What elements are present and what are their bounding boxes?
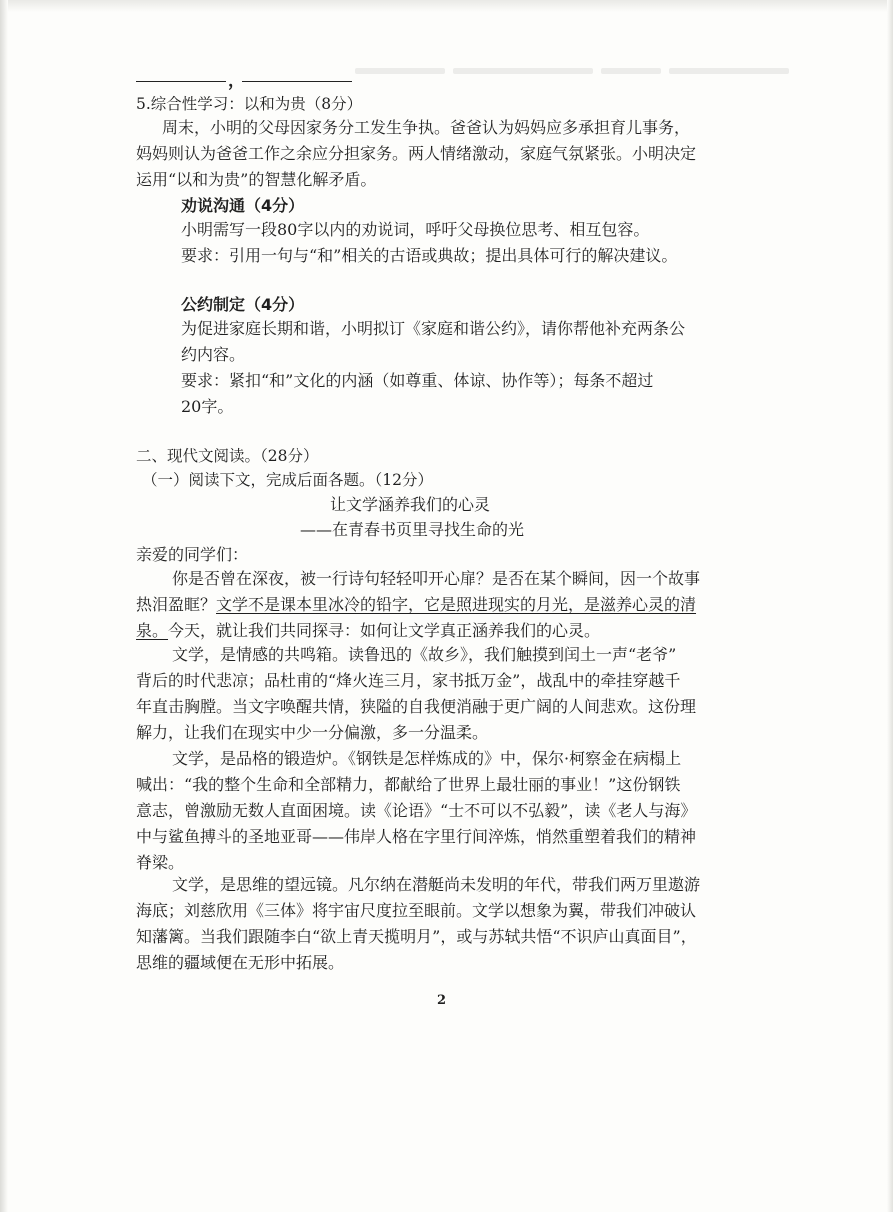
section2-heading: 二、现代文阅读。（28分） <box>136 447 319 465</box>
p2-line: 年直击胸膛。当文字唤醒共情，狭隘的自我便消融于更广阔的人间悲欢。这份理 <box>136 697 697 716</box>
reading1-heading: （一）阅读下文，完成后面各题。（12分） <box>142 471 433 489</box>
underlined-sentence: 泉。 <box>136 621 169 640</box>
p4-line: 知藩篱。当我们跟随李白“欲上青天揽明月”，或与苏轼共悟“不识庐山真面目”， <box>136 927 697 946</box>
answer-blank-2 <box>242 80 352 82</box>
p1-text: 今天，就让我们共同探寻：如何让文学真正涵养我们的心灵。 <box>168 621 601 640</box>
p1-line <box>136 618 696 644</box>
q5-part1-line: 要求：引用一句与“和”相关的古语或典故；提出具体可行的解决建议。 <box>181 246 678 265</box>
p3-line: 喊出：“我的整个生命和全部精力，都献给了世界上最壮丽的事业！”这份钢铁 <box>136 775 681 794</box>
q5-part2-line: 要求：紧扣“和”文化的内涵（如尊重、体谅、协作等）；每条不超过 <box>181 371 654 390</box>
p2-line: 文学，是情感的共鸣箱。读鲁迅的《故乡》，我们触摸到闰土一声“老爷” <box>172 645 677 664</box>
scan-shadow-right <box>887 0 893 1212</box>
q5-part2-line: 约内容。 <box>181 345 246 364</box>
p3-line: 意志，曾激励无数人直面困境。读《论语》“士不可以不弘毅”，读《老人与海》 <box>136 801 697 820</box>
q5-intro-line: 周末，小明的父母因家务分工发生争执。爸爸认为妈妈应多承担育儿事务， <box>162 118 691 137</box>
letter-greeting: 亲爱的同学们： <box>136 545 249 564</box>
q5-intro-line: 运用“以和为贵”的智慧化解矛盾。 <box>136 170 377 189</box>
q5-part2-title: 公约制定（4分） <box>181 295 305 314</box>
p4-line: 思维的疆域便在无形中拓展。 <box>136 953 345 972</box>
page-number: 2 <box>437 993 447 1008</box>
underlined-sentence: 文学不是课本里冰冷的铅字，它是照进现实的月光，是滋养心灵的清 <box>216 595 697 614</box>
p2-line: 背后的时代悲凉；品杜甫的“烽火连三月，家书抵万金”，战乱中的牵挂穿越千 <box>136 671 681 690</box>
scan-shadow-top <box>0 0 893 12</box>
p4-line: 文学，是思维的望远镜。凡尔纳在潜艇尚未发明的年代，带我们两万里遨游 <box>172 875 701 894</box>
p3-line: 脊梁。 <box>136 853 185 872</box>
p1-text: 热泪盈眶？ <box>136 595 217 614</box>
q5-part2-line: 为促进家庭长期和谐，小明拟订《家庭和谐公约》，请你帮他补充两条公 <box>181 319 686 338</box>
q5-part2-line: 20字。 <box>181 397 234 416</box>
article-title: 让文学涵养我们的心灵 <box>330 495 491 514</box>
article-subtitle: ——在青春书页里寻找生命的光 <box>300 520 525 539</box>
p1-line: 你是否曾在深夜，被一行诗句轻轻叩开心扉？是否在某个瞬间，因一个故事 <box>172 569 701 588</box>
p3-line: 中与鲨鱼搏斗的圣地亚哥——伟岸人格在字里行间淬炼，悄然重塑着我们的精神 <box>136 827 697 846</box>
q5-heading: 5.综合性学习：以和为贵（8分） <box>136 95 363 113</box>
p1-line <box>136 592 696 618</box>
bleed-through-text <box>355 58 875 84</box>
q5-intro-line: 妈妈则认为爸爸工作之余应分担家务。两人情绪激动，家庭气氛紧张。小明决定 <box>136 144 697 163</box>
p3-line: 文学，是品格的锻造炉。《钢铁是怎样炼成的》中，保尔·柯察金在病榻上 <box>172 749 682 768</box>
p4-line: 海底；刘慈欣用《三体》将宇宙尺度拉至眼前。文学以想象为翼，带我们冲破认 <box>136 901 697 920</box>
blank-comma: ， <box>228 71 245 91</box>
q5-part1-title: 劝说沟通（4分） <box>181 196 305 215</box>
scan-shadow-left <box>0 0 8 1212</box>
answer-blank-1 <box>136 80 226 82</box>
p2-line: 解力，让我们在现实中少一分偏激，多一分温柔。 <box>136 723 489 742</box>
q5-part1-line: 小明需写一段80字以内的劝说词，呼吁父母换位思考、相互包容。 <box>181 220 650 239</box>
